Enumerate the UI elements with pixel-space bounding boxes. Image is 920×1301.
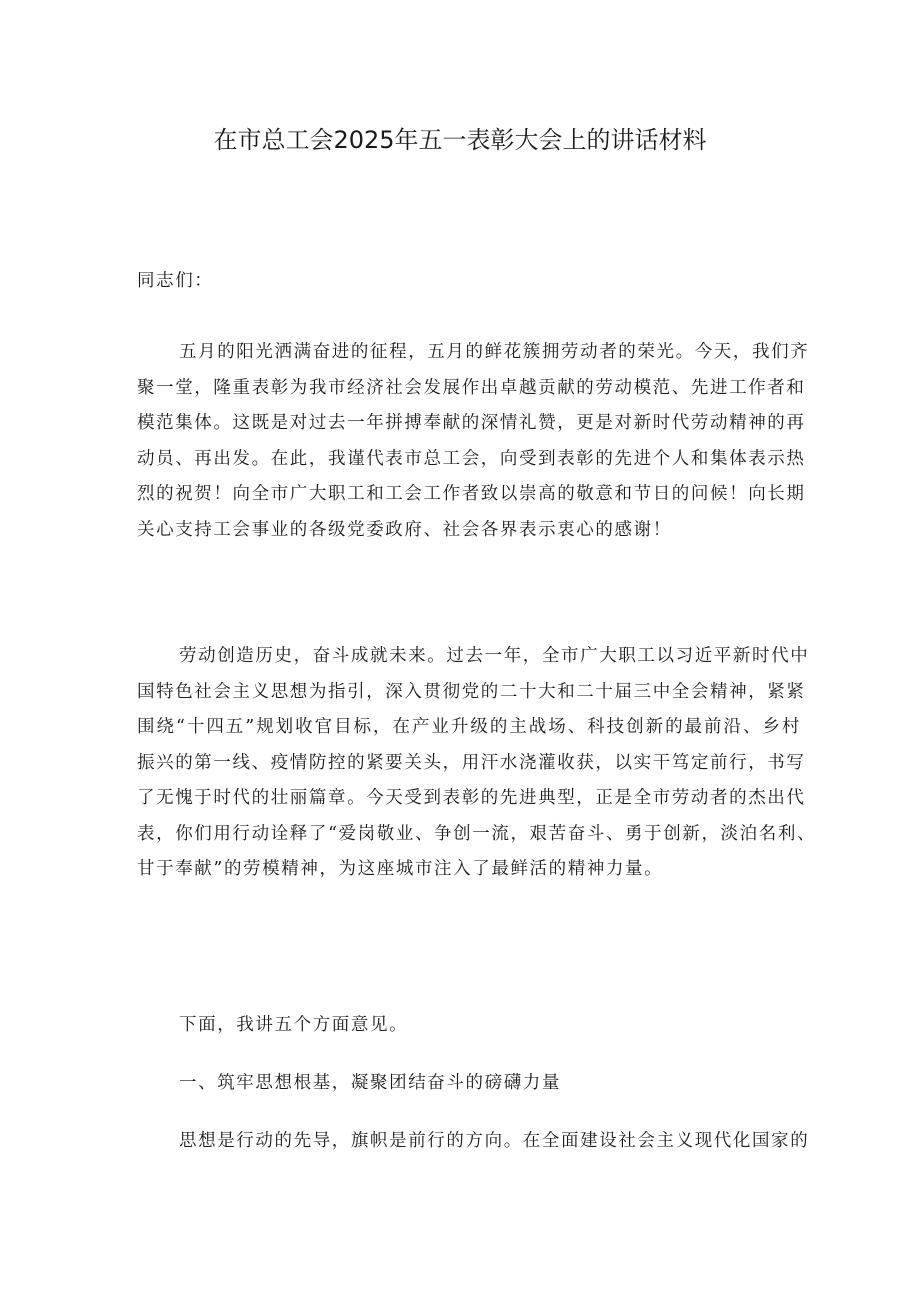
paragraph-line: 五月的阳光洒满奋进的征程，五月的鲜花簇拥劳动者的荣光。今天，我们齐	[179, 342, 810, 362]
paragraph-2	[137, 639, 817, 888]
salutation-line: 同志们：	[137, 271, 214, 291]
section-heading-line: 一、筑牢思想根基，凝聚团结奋斗的磅礴力量	[179, 1073, 561, 1093]
paragraph-line: 思想是行动的先导，旗帜是前行的方向。在全面建设社会主义现代化国家的	[179, 1131, 810, 1151]
paragraph-line: 甘于奉献”的劳模精神，为这座城市注入了最鲜活的精神力量。	[137, 859, 664, 879]
paragraph-line: 烈的祝贺！向全市广大职工和工会工作者致以崇高的敬意和节日的问候！向长期	[137, 484, 806, 504]
paragraph-1	[137, 335, 810, 548]
paragraph-3	[137, 1124, 810, 1160]
paragraph-line: 围绕“十四五”规划收官目标，在产业升级的主战场、科技创新的最前沿、乡村	[137, 717, 801, 737]
paragraph-line: 动员、再出发。在此，我谨代表市总工会，向受到表彰的先进个人和集体表示热	[137, 448, 806, 469]
document-title: 在市总工会2025年五一表彰大会上的讲话材料	[213, 126, 707, 154]
paragraph-line: 劳动创造历史，奋斗成就未来。过去一年，全市广大职工以习近平新时代中	[179, 646, 810, 666]
intro-paragraph	[137, 1008, 801, 1044]
paragraph-line: 模范集体。这既是对过去一年拼搏奉献的深情礼赞，更是对新时代劳动精神的再	[137, 413, 806, 433]
paragraph-line: 了无愧于时代的壮丽篇章。今天受到表彰的先进典型，正是全市劳动者的杰出代	[137, 788, 806, 808]
paragraph-line: 聚一堂，隆重表彰为我市经济社会发展作出卓越贡献的劳动模范、先进工作者和	[137, 377, 806, 398]
salutation	[137, 264, 801, 300]
section-heading	[137, 1066, 801, 1102]
intro-line: 下面，我讲五个方面意见。	[179, 1015, 409, 1035]
paragraph-line: 国特色社会主义思想为指引，深入贯彻党的二十大和二十届三中全会精神，紧紧	[137, 681, 806, 702]
paragraph-line: 表，你们用行动诠释了“爱岗敬业、争创一流，艰苦奋斗、勇于创新，淡泊名利、	[137, 823, 817, 844]
paragraph-line: 振兴的第一线、疫情防控的紧要关头，用汗水浇灌收获，以实干笃定前行，书写	[137, 752, 806, 773]
paragraph-line: 关心支持工会事业的各级党委政府、社会各界表示衷心的感谢！	[137, 519, 672, 540]
